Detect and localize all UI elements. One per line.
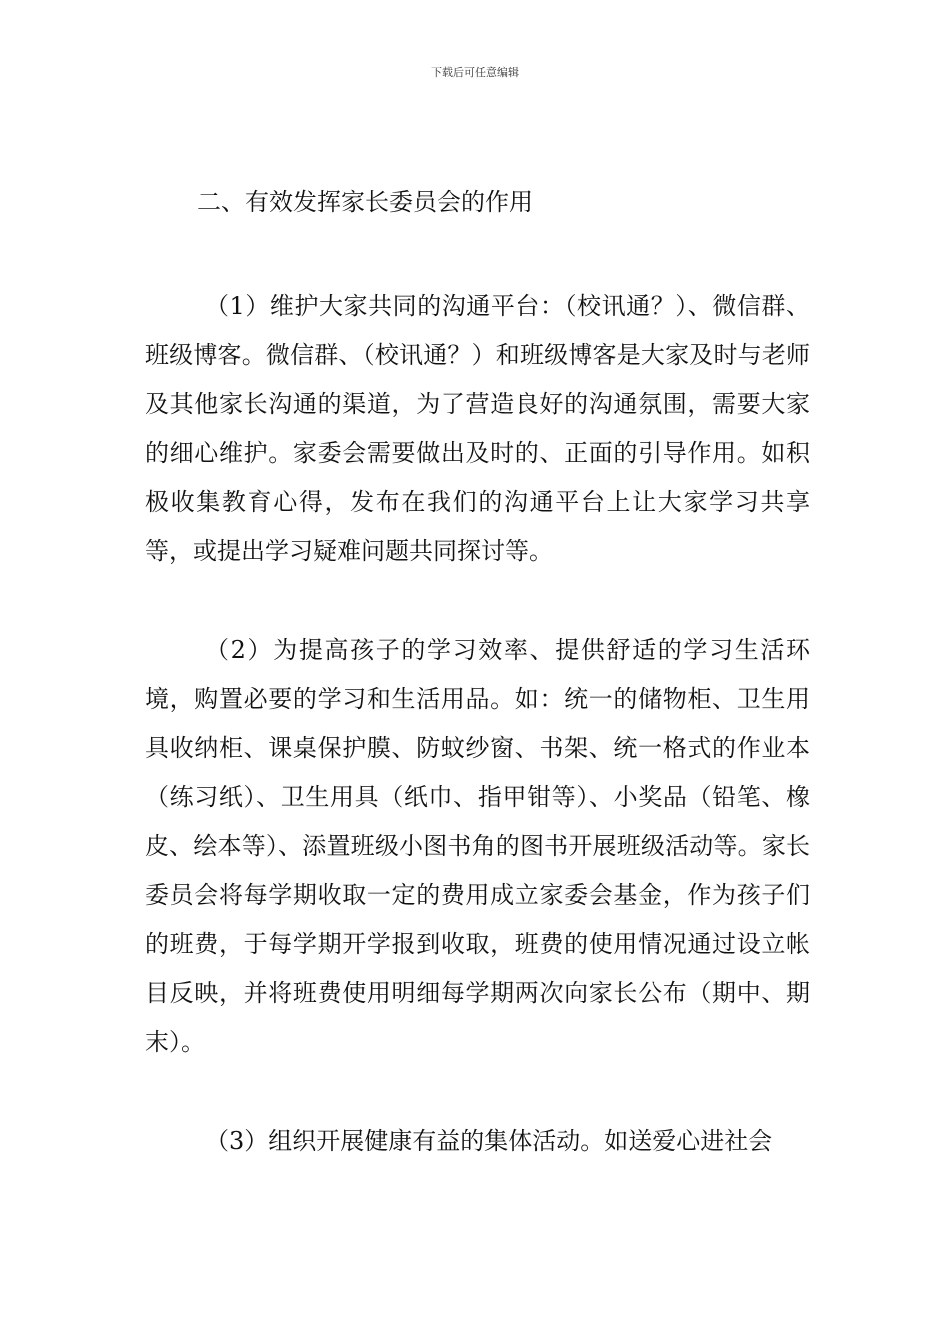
paragraph-1: （1）维护大家共同的沟通平台：（校讯通？）、微信群、班级博客。微信群、（校讯通？）和班级博客是大家及时与老师及其他家长沟通的渠道，为了营造良好的沟通氛围，需要大家的细心维护。家委会需要做出及时的、正面的引导作用。如积极收集教育心得，发布在我们的沟通平台上让大家学习共享等，或提出学习疑难问题共同探讨等。 <box>145 292 810 565</box>
document-body <box>145 178 810 1166</box>
section-heading: 二、有效发挥家长委员会的作用 <box>197 188 533 216</box>
paragraph-3: （3）组织开展健康有益的集体活动。如送爱心进社会 <box>205 1127 773 1155</box>
paragraph-2: （2）为提高孩子的学习效率、提供舒适的学习生活环境，购置必要的学习和生活用品。如：统一的储物柜、卫生用具收纳柜、课桌保护膜、防蚊纱窗、书架、统一格式的作业本（练习纸）、卫生用具（纸巾、指甲钳等）、小奖品（铅笔、橡皮、绘本等）、添置班级小图书角的图书开展班级活动等。家长委员会将每学期收取一定的费用成立家委会基金，作为孩子们的班费，于每学期开学报到收取，班费的使用情况通过设立帐目反映，并将班费使用明细每学期两次向家长公布（期中、期末）。 <box>145 636 810 1056</box>
page-header: 下载后可任意编辑 <box>431 66 519 79</box>
